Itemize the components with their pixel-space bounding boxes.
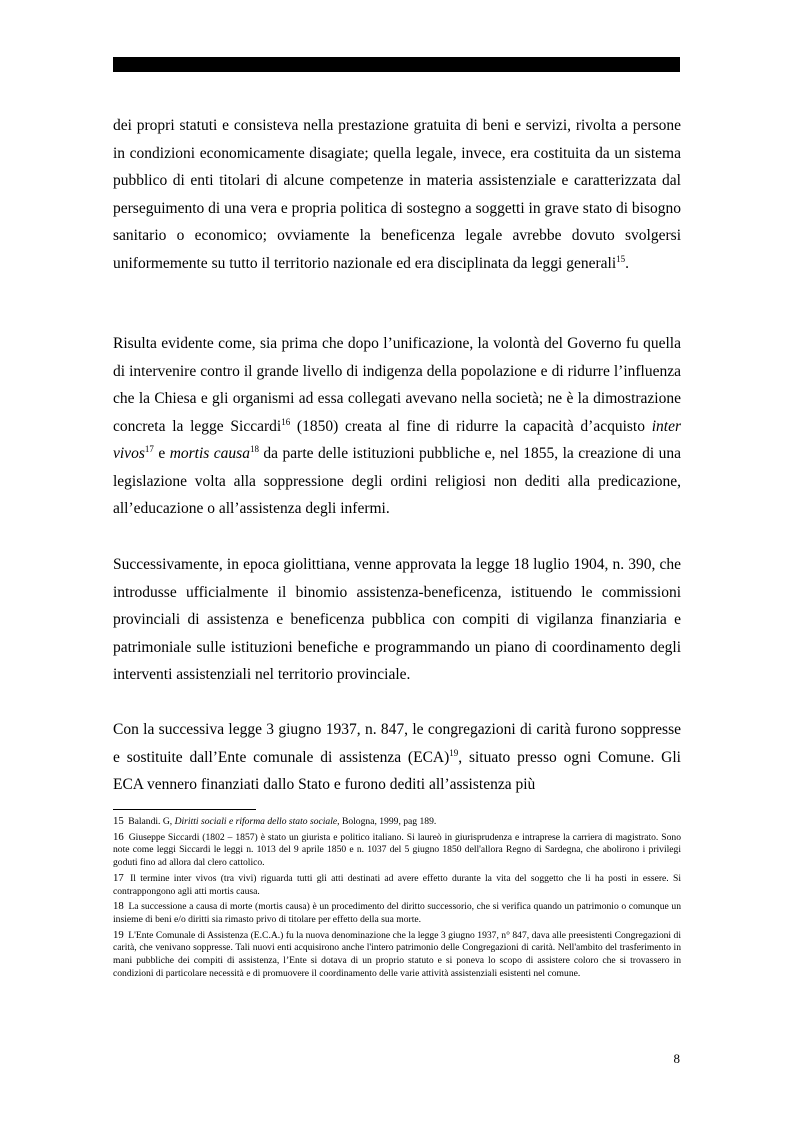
term-mortis-causa: mortis causa <box>169 445 250 462</box>
page-number: 8 <box>673 1051 680 1066</box>
footnote-text: Il termine inter vivos (tra vivi) riguarda tutti gli atti destinati ad avere effetto durante la vita del soggetto che li ha posti in essere. Si contrappongono agli atti mortis causa. <box>113 872 681 897</box>
paragraph-2 <box>113 330 681 523</box>
footnote-number: 16 <box>113 830 124 843</box>
paragraph-2-part1: Risulta evidente come, sia prima che dopo l’unificazione, la volontà del Governo fu quella di intervenire contro il grande livello di indigenza della popolazione e di ridurre l’influenza che la Chiesa e gli organismi ad essa collegati avevano nella società; ne è la dimostrazione concreta la legge Siccardi <box>113 335 681 435</box>
footnote-ref-15[interactable]: 15 <box>616 253 626 264</box>
footnote-16 <box>113 831 681 870</box>
footnote-number: 19 <box>113 928 124 941</box>
footnotes <box>113 815 681 982</box>
paragraph-4 <box>113 716 681 799</box>
paragraph-2-part4: da parte delle istituzioni pubbliche e, nel 1855, la creazione di una legislazione volta alla soppressione degli ordini religiosi non dediti alla predicazione, all’educazione o all’assistenza degli infermi. <box>113 445 681 517</box>
footnote-number: 17 <box>113 871 124 884</box>
paragraph-1-end: . <box>625 254 630 272</box>
footnote-separator <box>113 809 256 810</box>
footnote-ref-18[interactable]: 18 <box>249 443 259 454</box>
footnote-text: L'Ente Comunale di Assistenza (E.C.A.) fu la nuova denominazione che la legge 3 giugno 1937, n° 847, dava alle preesistenti Congregazioni di carità, che venivano soppresse. Tali nuovi enti acquisirono anche l'intero patrimonio delle Congregazioni di carità. Nell'ambito del trasferimento in mani pubbliche dei compiti di assistenza, l’Ente si dotava di un proprio statuto e si poneva lo scopo di assistere coloro che si trovassero in condizioni di particolare necessità e di promuovere il coordinamento delle varie attività assistenziali esistenti nel comune. <box>113 929 681 979</box>
paragraph-1 <box>113 112 681 277</box>
footnote-19 <box>113 929 681 981</box>
header-bar <box>113 57 680 72</box>
footnote-ref-19[interactable]: 19 <box>449 747 459 758</box>
footnote-number: 15 <box>113 815 124 827</box>
paragraph-2-part2: (1850) creata al fine di ridurre la capacità d’acquisto <box>290 417 652 435</box>
paragraph-4-part1: Con la successiva legge 3 giugno 1937, n. 847, le congregazioni di carità furono soppresse e sostituite dall’Ente comunale di assistenza (ECA) <box>113 721 681 766</box>
footnote-15 <box>113 815 681 829</box>
paragraph-3-text: Successivamente, in epoca giolittiana, venne approvata la legge 18 luglio 1904, n. 390, che introdusse ufficialmente il binomio assistenza-beneficenza, istituendo le commissioni provinciali di assistenza e beneficenza pubblica con compiti di vigilanza finanziaria e patrimoniale sulle istituzioni benefiche e programmando un piano di coordinamento degli interventi assistenziali nel territorio provinciale. <box>113 556 681 683</box>
footnote-ref-17[interactable]: 17 <box>144 443 154 454</box>
paragraph-2-part3: e <box>153 445 170 462</box>
footnote-italic-title: Diritti sociali e riforma dello stato sociale, <box>174 816 340 827</box>
paragraph-3 <box>113 551 681 689</box>
footnote-17 <box>113 872 681 898</box>
footnote-text: Giuseppe Siccardi (1802 – 1857) è stato un giurista e politico italiano. Si laureò in giurisprudenza e intraprese la carriera di magistrato. Sono note come leggi Siccardi le leggi n. 1013 del 9 aprile 1850 e n. 1037 del 5 giugno 1850 dell'allora Regno di Sardegna, che abolirono i privilegi goduti fino ad allora dal clero cattolico. <box>113 831 682 869</box>
footnote-text: Balandi. G, <box>128 816 175 827</box>
footnote-ref-16[interactable]: 16 <box>281 416 291 427</box>
footnote-18 <box>113 900 681 926</box>
paragraph-1-text: dei propri statuti e consisteva nella prestazione gratuita di beni e servizi, rivolta a persone in condizioni economicamente disagiate; quella legale, invece, era costituita da un sistema pubblico di enti titolari di alcune competenze in materia assistenziale e caratterizzata dal perseguimento di una vera e propria politica di sostegno a soggetti in grave stato di bisogno sanitario o economico; ovviamente la beneficenza legale avrebbe dovuto svolgersi uniformemente su tutto il territorio nazionale ed era disciplinata da leggi generali <box>113 117 681 272</box>
term-inter-vivos: inter vivos <box>113 417 681 462</box>
footnote-text: La successione a causa di morte (mortis causa) è un procedimento del diritto successorio, che si verifica quando un patrimonio o comunque un insieme di beni e/o diritti sia rimasto privo di titolare per effetto della sua morte. <box>113 901 681 925</box>
footnote-number: 18 <box>113 900 124 913</box>
footnote-text: Bologna, 1999, pag 189. <box>339 816 437 827</box>
paragraph-4-part2: , situato presso ogni Comune. Gli ECA vennero finanziati dallo Stato e furono dediti all’assistenza più <box>113 748 681 793</box>
